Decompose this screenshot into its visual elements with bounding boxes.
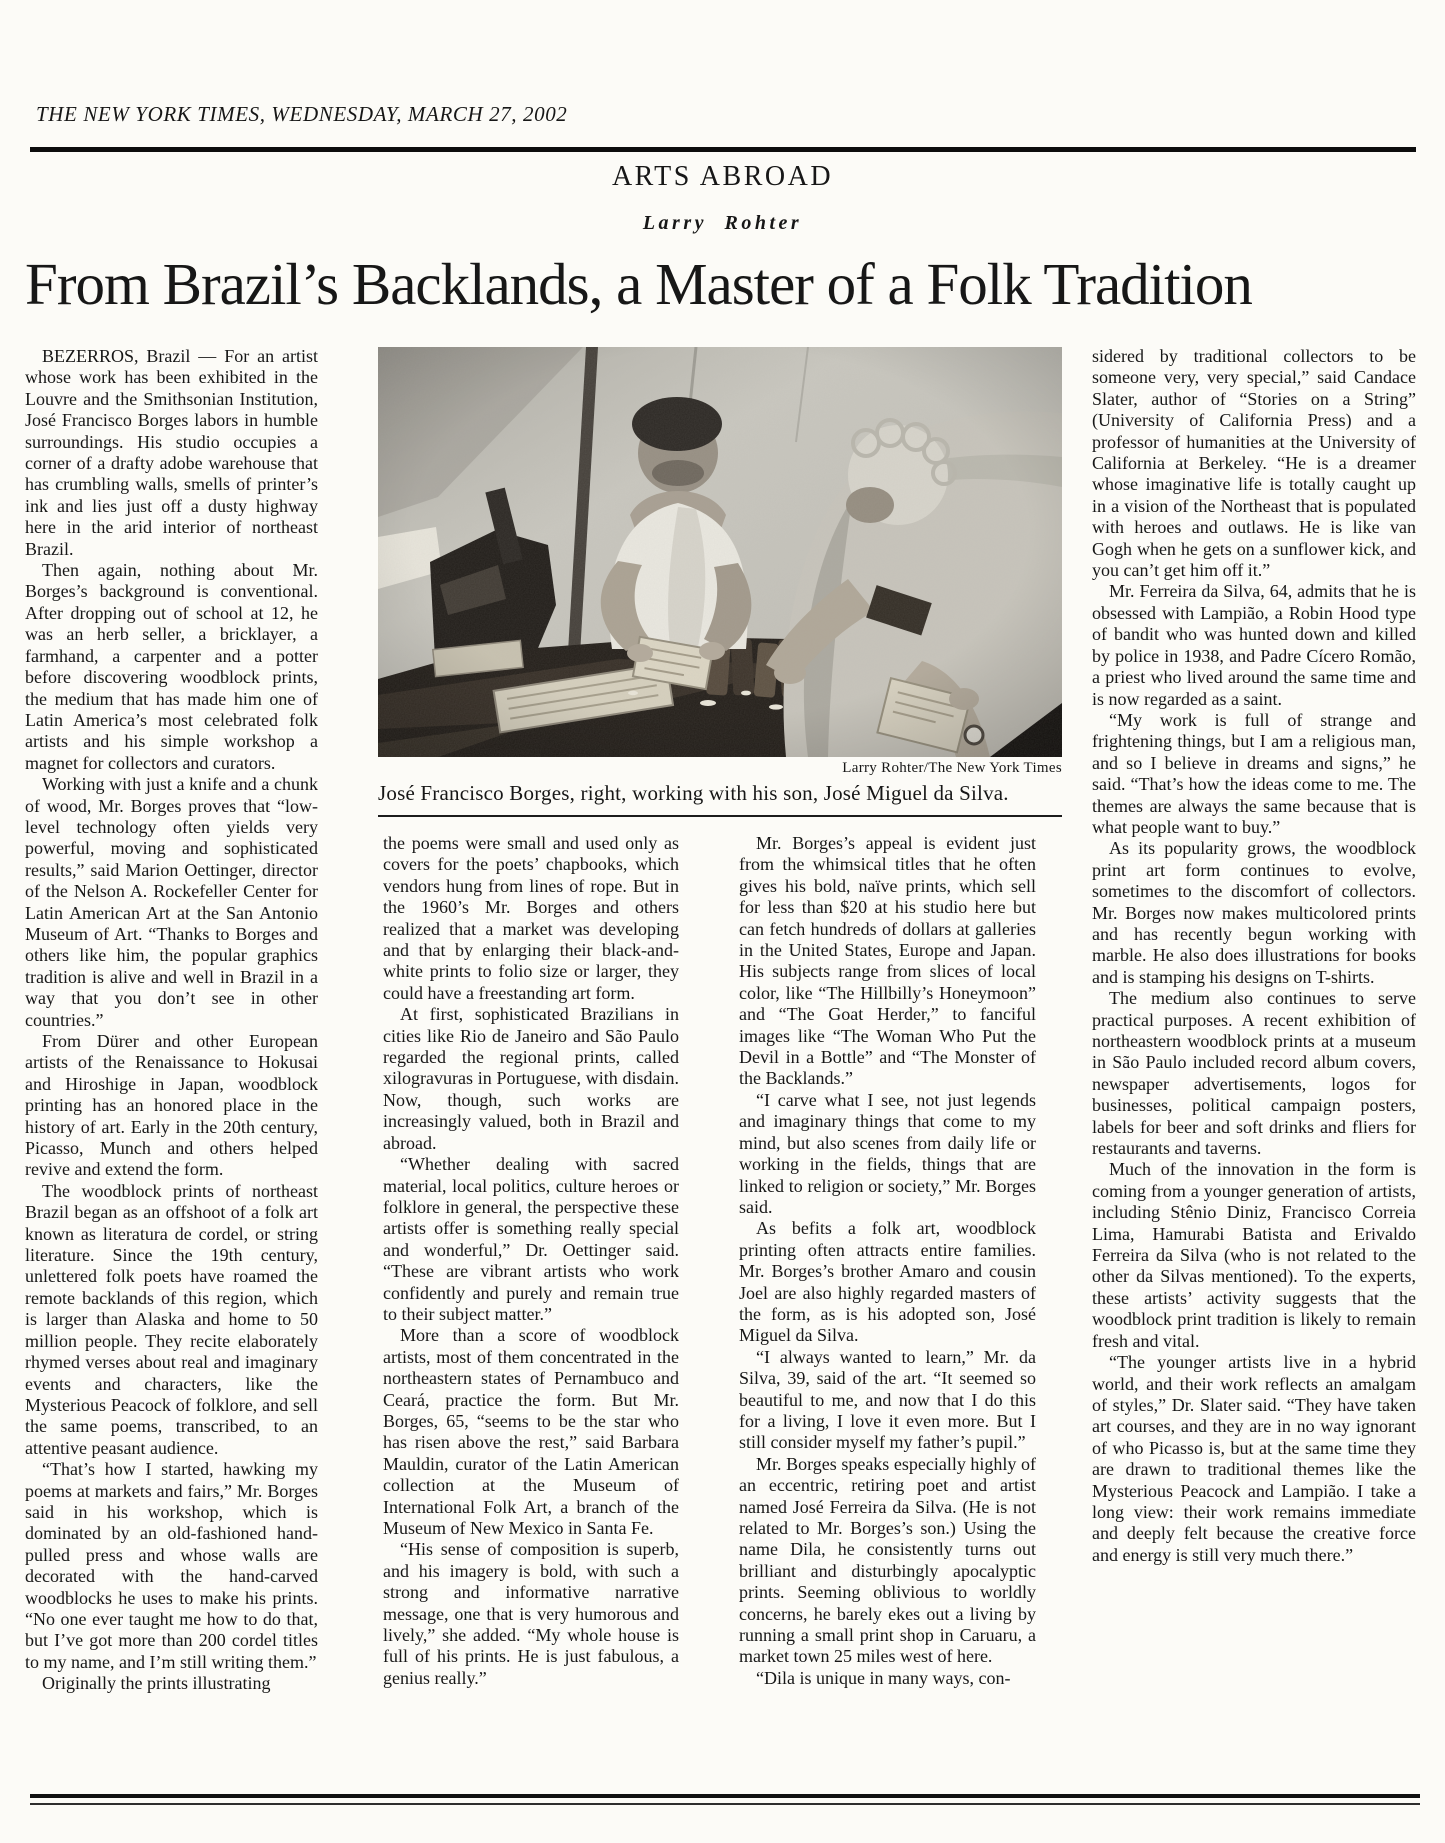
article-paragraph: the poems were small and used only as covers for the poets’ chapbooks, which vendors hung from lines of rope. But in the 1960’s Mr. Borges and others realized that a market was developing and that by enlarging their black-and-white prints to folio size or larger, they could have a freestanding art form. (383, 833, 679, 1003)
article-paragraph: At first, sophisticated Brazilians in cities like Rio de Janeiro and São Paulo regarded the regional prints, called xilogravuras in Portuguese, with disdain. Now, though, such works are increasingly valued, both in Brazil and abroad. (383, 1004, 679, 1153)
article-paragraph: Mr. Borges’s appeal is evident just from the whimsical titles that he often gives his bold, naïve prints, which sell for less than $20 at his studio here but can fetch hundreds of dollars at galleries in the United States, Europe and Japan. His subjects range from slices of local color, like “The Hillbilly’s Honeymoon” and “The Goat Herder,” to fanciful images like “The Woman Who Put the Devil in a Bottle” and “The Monster of the Backlands.” (739, 833, 1036, 1089)
caption-rule (378, 815, 1062, 817)
section-title: ARTS ABROAD (611, 161, 834, 192)
article-paragraph: Then again, nothing about Mr. Borges’s background is conventional. After dropping out of school at 12, he was an herb seller, a bricklayer, a farmhand, a carpenter and a potter before discovering woodblock prints, the medium that has made him one of Latin America’s most celebrated folk artists and his simple workshop a magnet for collectors and curators. (25, 560, 318, 773)
article-paragraph: Mr. Borges speaks especially highly of an eccentric, retiring poet and artist named José Ferreira da Silva. (He is not related to Mr. Borges’s son.) Using the name Dila, he consistently turns out brilliant and disturbingly apocalyptic prints. Seeming oblivious to worldly concerns, he barely ekes out a living by running a small print shop in Caruaru, a market town 25 miles west of here. (739, 1453, 1036, 1667)
article-column-4 (1092, 346, 1416, 1788)
article-paragraph: The woodblock prints of northeast Brazil began as an offshoot of a folk art known as literatura de cordel, or string literature. Since the 19th century, unlettered folk poets have roamed the remote backlands of this region, which is larger than Alaska and home to 50 million people. They recite elaborately rhymed verses about real and imaginary events and characters, like the Mysterious Peacock of folklore, and sell the same poems, transcribed, to an attentive peasant audience. (25, 1180, 318, 1458)
photo-figure (378, 347, 1062, 817)
article-paragraph: sidered by traditional collectors to be someone very, very special,” said Candace Slater, author of “Stories on a String” (University of California Press) and a professor of humanities at the University of California at Berkeley. “He is a dreamer whose imaginative life is totally caught up in a vision of the Northeast that is populated with heroes and outlaws. He is like van Gogh when he gets on a sunflower kick, and you can’t get him off it.” (1092, 346, 1416, 581)
masthead-rule (30, 147, 1416, 152)
masthead: THE NEW YORK TIMES, WEDNESDAY, MARCH 27, 2002 (36, 102, 568, 126)
article-paragraph: “My work is full of strange and frightening things, but I am a religious man, and so I believe in dreams and signs,” he said. “That’s how the ideas come to me. The themes are always the same because that is what people want to buy.” (1092, 709, 1416, 837)
article-paragraph: “Dila is unique in many ways, con- (756, 1667, 1011, 1688)
article-column-2 (383, 833, 679, 1786)
byline: Larry Rohter (642, 212, 803, 234)
article-paragraph: “Whether dealing with sacred material, local politics, culture heroes or folklore in general, the perspective these artists offer is something really special and wonderful,” Dr. Oettinger said. “These are vibrant artists who work confidently and purely and remain true to their subject matter.” (383, 1154, 679, 1324)
article-paragraph: BEZERROS, Brazil — For an artist whose work has been exhibited in the Louvre and the Smithsonian Institution, José Francisco Borges labors in humble surroundings. His studio occupies a corner of a drafty adobe warehouse that has crumbling walls, smells of printer’s ink and lies just off a dusty highway here in the arid interior of northeast Brazil. (25, 346, 318, 559)
article-paragraph: “That’s how I started, hawking my poems at markets and fairs,” Mr. Borges said in his workshop, which is dominated by an old-fashioned hand-pulled press and whose walls are decorated with the hand-carved woodblocks he uses to make his prints. “No one ever taught me how to do that, but I’ve got more than 200 cordel titles to my name, and I’m still writing them.” (25, 1459, 318, 1672)
article-paragraph: “I carve what I see, not just legends and imaginary things that come to my mind, but also scenes from daily life or working in the fields, things that are linked to religion or society,” Mr. Borges said. (739, 1089, 1036, 1217)
article-paragraph: As befits a folk art, woodblock printing often attracts entire families. Mr. Borges’s brother Amaro and cousin Joel are also highly regarded masters of the form, as is his adopted son, José Miguel da Silva. (739, 1218, 1036, 1346)
photo-credit: Larry Rohter/The New York Times (842, 760, 1062, 776)
article-paragraph: More than a score of woodblock artists, most of them concentrated in the northeastern states of Pernambuco and Ceará, practice the form. But Mr. Borges, 65, “seems to be the star who has risen above the rest,” said Barbara Mauldin, curator of the Latin American collection at the Museum of International Folk Art, a branch of the Museum of New Mexico in Santa Fe. (383, 1325, 679, 1538)
article-column-3 (739, 833, 1036, 1786)
article-paragraph: Working with just a knife and a chunk of wood, Mr. Borges proves that “low-level technology often yields very powerful, moving and sophisticated results,” said Marion Oettinger, director of the Nelson A. Rockefeller Center for Latin American Art at the San Antonio Museum of Art. “Thanks to Borges and others like him, the popular graphics tradition is alive and well in Brazil in a way that you don’t see in other countries.” (25, 774, 318, 1030)
article-paragraph: Much of the innovation in the form is coming from a younger generation of artists, including Stênio Diniz, Francisco Correia Lima, Hamurabi Batista and Erivaldo Ferreira da Silva (who is not related to the other da Silvas mentioned). To the experts, these artists’ activity suggests that the woodblock print tradition is likely to remain fresh and vital. (1092, 1159, 1416, 1351)
article-paragraph: Originally the prints illustrating (42, 1673, 271, 1694)
article-paragraph: “I always wanted to learn,” Mr. da Silva, 39, said of the art. “It seemed so beautiful to me, and now that I do this for a living, I love it even more. But I still consider myself my father’s pupil.” (739, 1346, 1036, 1453)
article-paragraph: As its popularity grows, the woodblock print art form continues to evolve, sometimes to the discomfort of collectors. Mr. Borges now makes multicolored prints and has recently begun working with marble. He also does illustrations for books and is stamping his designs on T-shirts. (1092, 838, 1416, 987)
workshop-photo (378, 347, 1062, 757)
article-paragraph: The medium also continues to serve practical purposes. A recent exhibition of northeastern woodblock prints at a museum in São Paulo included record album covers, newspaper advertisements, logos for businesses, political campaign posters, labels for beer and soft drinks and fliers for restaurants and taverns. (1092, 988, 1416, 1159)
bottom-rule (30, 1794, 1420, 1805)
article-paragraph: “His sense of composition is superb, and his imagery is bold, with such a strong and informative narrative message, one that is very humorous and lively,” she added. “My whole house is full of his prints. He is just fabulous, a genius really.” (383, 1539, 679, 1688)
article-paragraph: From Dürer and other European artists of the Renaissance to Hokusai and Hiroshige in Japan, woodblock printing has an honored place in the history of art. Early in the 20th century, Picasso, Munch and others helped revive and extend the form. (25, 1031, 318, 1180)
headline: From Brazil’s Backlands, a Master of a Folk Tradition (25, 251, 1252, 317)
photo-caption: José Francisco Borges, right, working with his son, José Miguel da Silva. (378, 781, 1009, 805)
article-column-1 (25, 346, 318, 1788)
article-paragraph: Mr. Ferreira da Silva, 64, admits that he is obsessed with Lampião, a Robin Hood type of bandit who was hunted down and killed by police in 1938, and Padre Cícero Romão, a priest who lived around the same time and is now regarded as a saint. (1092, 581, 1416, 709)
article-paragraph: “The younger artists live in a hybrid world, and their work reflects an amalgam of styles,” Dr. Slater said. “They have taken art courses, and they are in no way ignorant of who Picasso is, but at the same time they are drawn to traditional themes like the Mysterious Peacock and Lampião. I take a long view: their work remains immediate and deeply felt because the creative force and energy is still very much there.” (1092, 1352, 1416, 1565)
